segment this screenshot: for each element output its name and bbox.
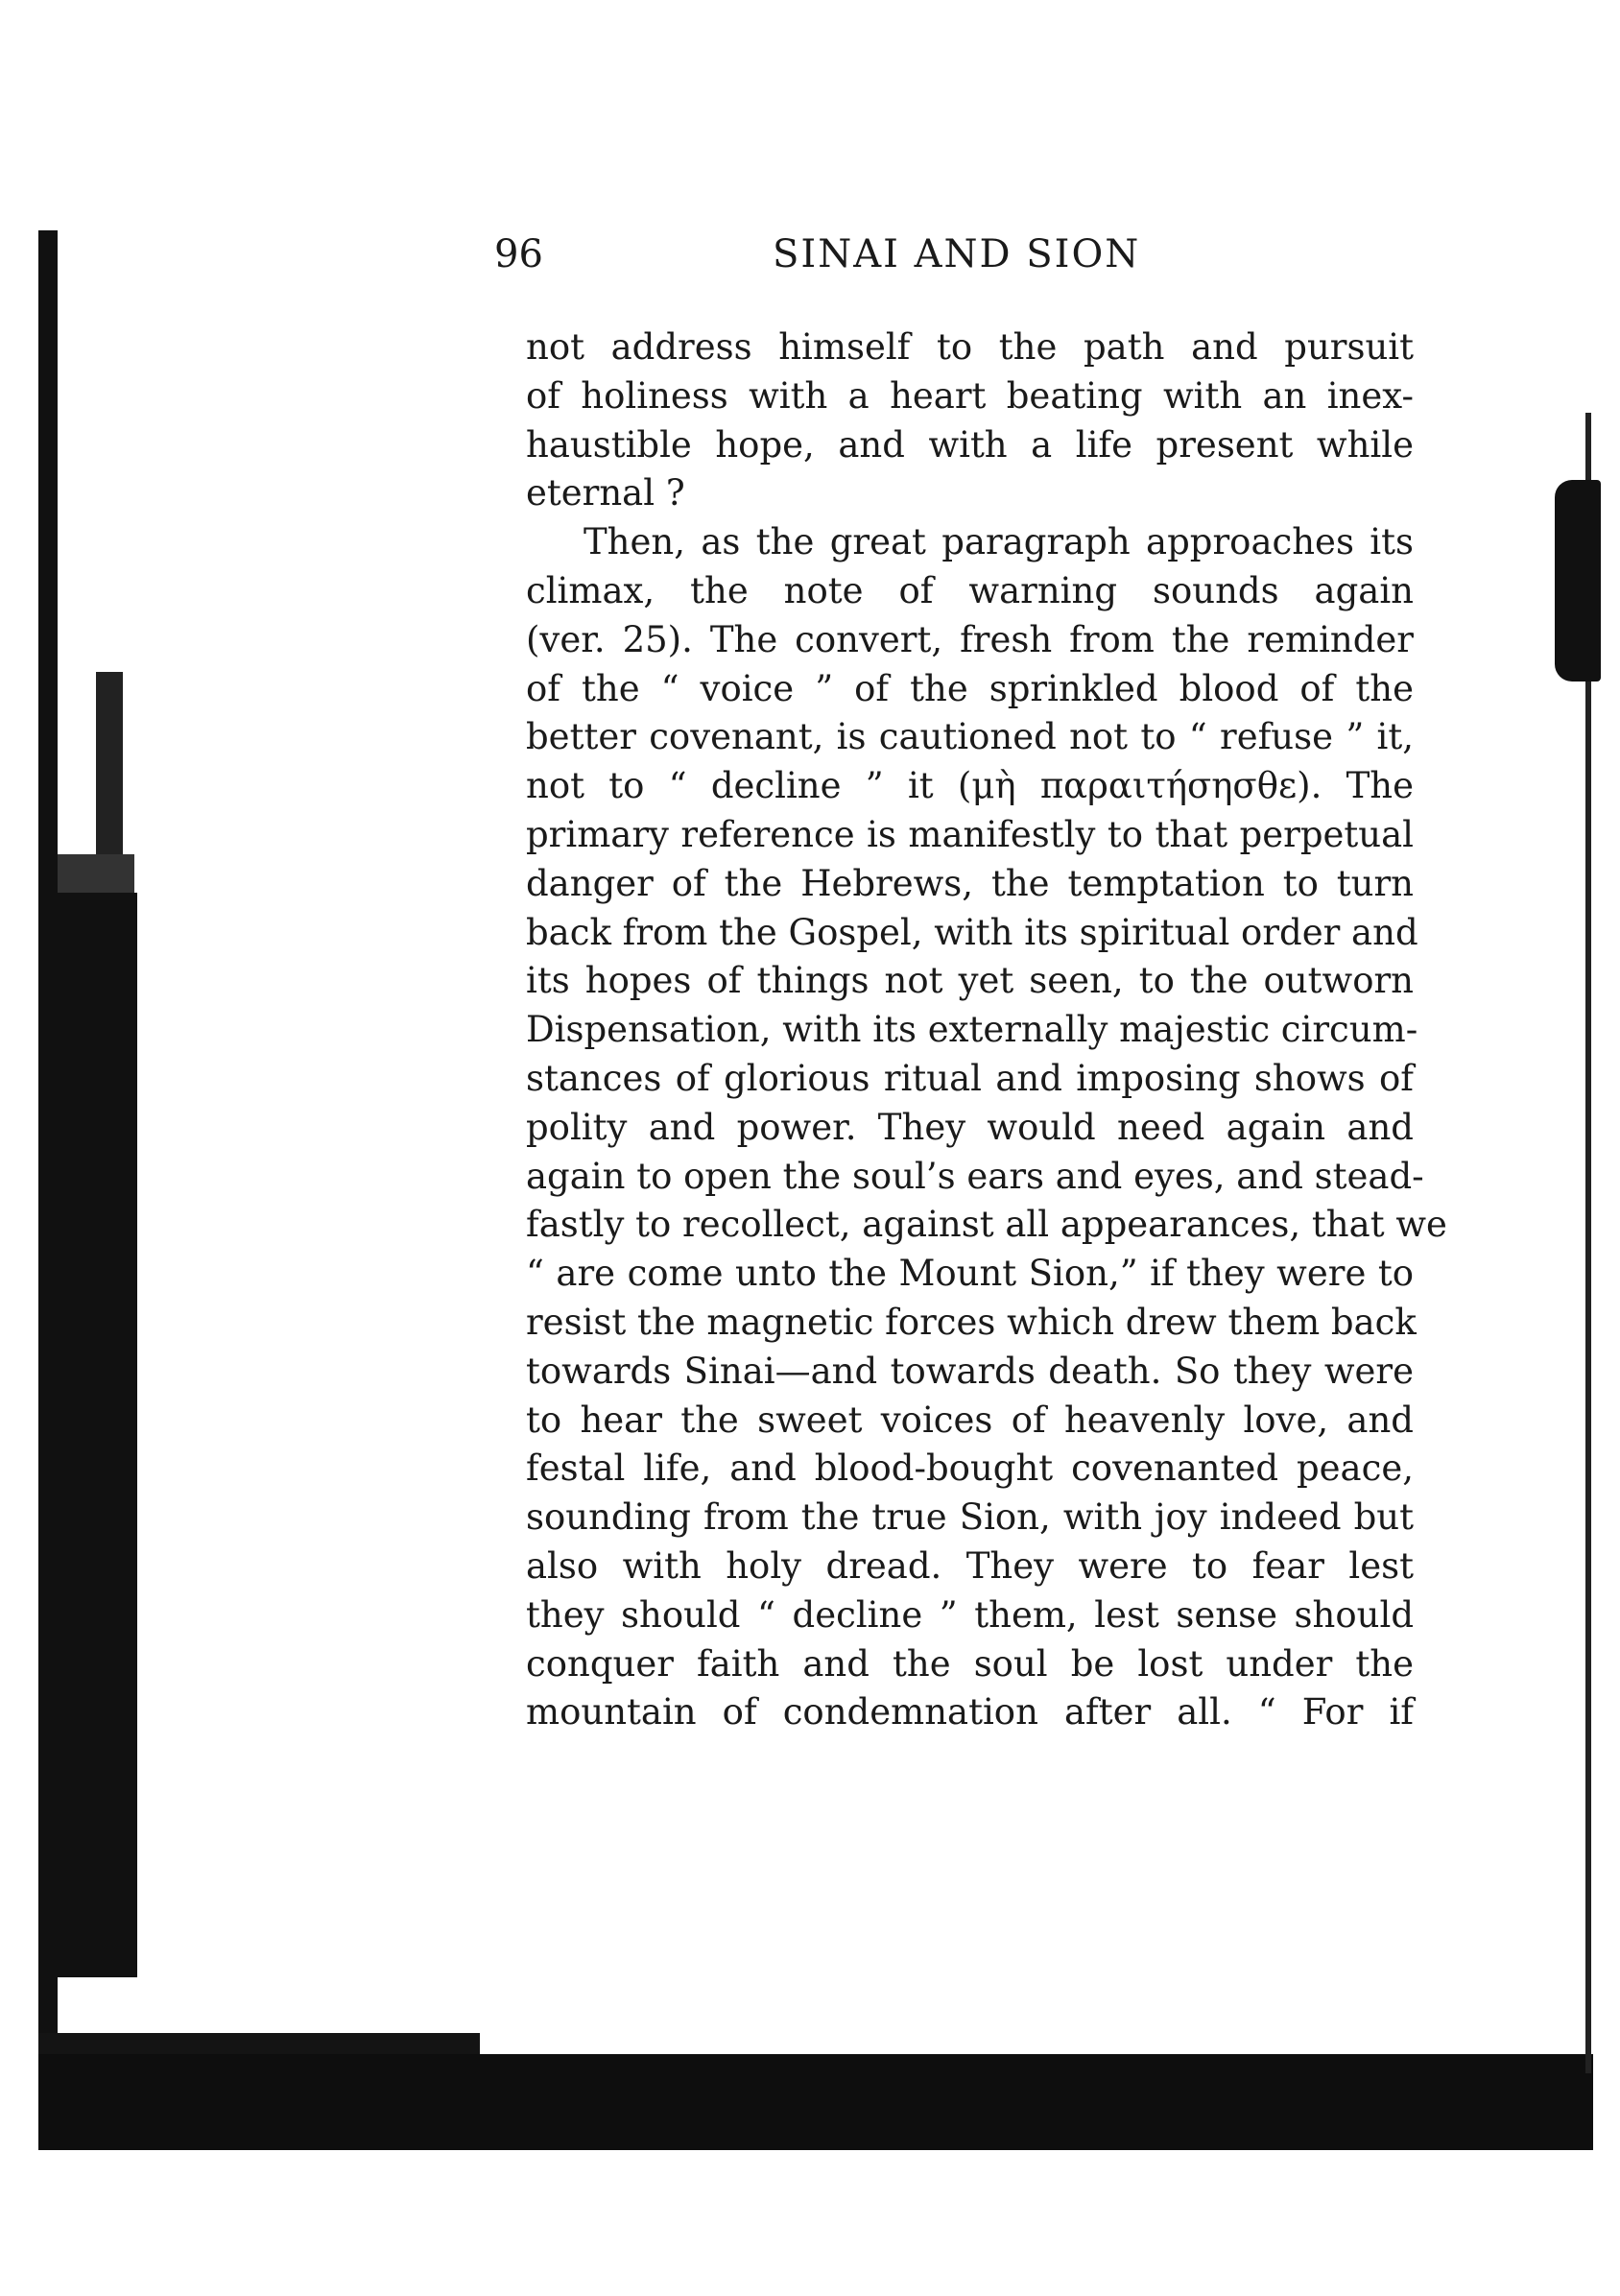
text-line: back from the Gospel, with its spiritual order and [526,911,1418,953]
text-line: danger of the Hebrews, the temptation to turn [526,862,1414,904]
text-line: climax, the note of warning sounds again [526,569,1414,611]
page-number: 96 [494,232,543,276]
scan-shadow-bottom [38,2054,1593,2150]
text-line: of the “ voice ” of the sprinkled blood of the [526,667,1414,709]
scan-shadow-right-blob [1555,480,1601,682]
scan-shadow-left-wide [46,893,137,1977]
body-text [526,323,1447,1737]
text-line: mountain of condemnation after all. “ For if [526,1691,1414,1734]
text-line: better covenant, is cautioned not to “ refuse ” it, [526,716,1414,758]
text-line: its hopes of things not yet seen, to the outworn [526,960,1414,1002]
text-line: eternal ? [526,472,685,514]
running-head: SINAI AND SION [773,232,1141,276]
text-line: festal life, and blood-bought covenanted peace, [526,1447,1414,1490]
text-line: not to “ decline ” it (μὴ παραιτήσησθε). The [526,765,1414,807]
text-line: again to open the soul’s ears and eyes, and stead- [526,1155,1424,1197]
text-line: Then, as the great paragraph approaches its [584,521,1414,563]
text-line: conquer faith and the soul be lost under the [526,1642,1414,1685]
text-line: “ are come unto the Mount Sion,” if they were to [526,1253,1414,1295]
page-header [494,226,1416,283]
text-line: of holiness with a heart beating with an inex- [526,374,1414,417]
text-line: fastly to recollect, against all appearances, that we [526,1204,1447,1246]
text-line: to hear the sweet voices of heavenly love, and [526,1399,1414,1441]
text-line: sounding from the true Sion, with joy indeed but [526,1496,1414,1539]
text-line: haustible hope, and with a life present while [526,423,1414,466]
text-line: (ver. 25). The convert, fresh from the reminder [526,618,1414,660]
text-line: resist the magnetic forces which drew them back [526,1301,1417,1343]
text-line: towards Sinai—and towards death. So they were [526,1350,1414,1392]
text-line: also with holy dread. They were to fear lest [526,1544,1414,1587]
text-line: Dispensation, with its externally majestic circum- [526,1009,1418,1051]
text-line: stances of glorious ritual and imposing shows of [526,1057,1414,1099]
text-line: not address himself to the path and pursuit [526,326,1414,368]
text-line: primary reference is manifestly to that perpetual [526,813,1414,855]
text-line: they should “ decline ” them, lest sense should [526,1593,1414,1636]
text-line: polity and power. They would need again and [526,1106,1414,1148]
